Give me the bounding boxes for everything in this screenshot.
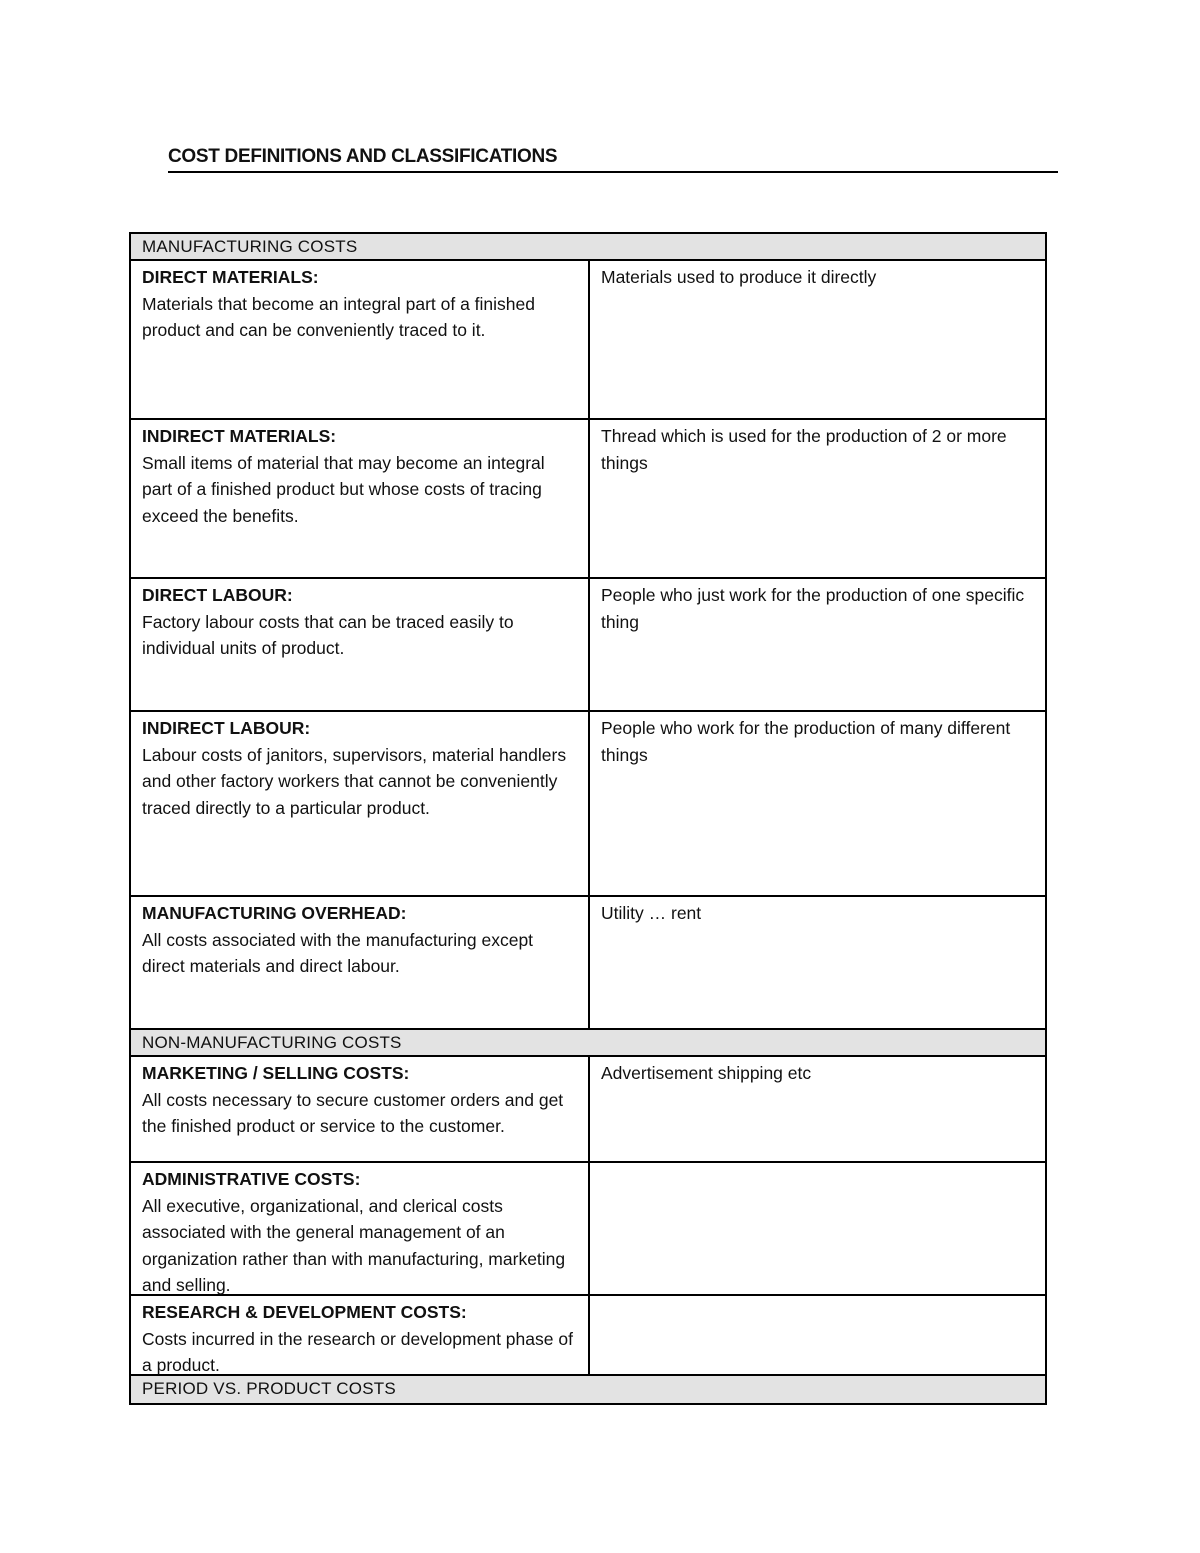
table-row-administrative bbox=[131, 1163, 1045, 1296]
cost-classification-table bbox=[129, 232, 1047, 1405]
example-cell[interactable]: Advertisement shipping etc bbox=[601, 1063, 812, 1083]
table-row-indirect-labour bbox=[131, 712, 1045, 897]
definition-cell bbox=[131, 1163, 590, 1294]
term-definition: All costs associated with the manufacturing except direct materials and direct labour. bbox=[142, 929, 534, 976]
example-cell[interactable] bbox=[590, 1296, 1045, 1374]
page-title: COST DEFINITIONS AND CLASSIFICATIONS bbox=[168, 145, 1058, 173]
term-definition: All costs necessary to secure customer orders and get the finished product or service to the customer. bbox=[142, 1089, 564, 1136]
example-cell[interactable]: Utility … rent bbox=[601, 903, 702, 923]
table-row-manufacturing-overhead bbox=[131, 897, 1045, 1030]
term-label: INDIRECT MATERIALS: bbox=[142, 426, 337, 446]
table-row-direct-labour bbox=[131, 579, 1045, 712]
definition-cell bbox=[131, 261, 590, 418]
term-label: DIRECT MATERIALS: bbox=[142, 267, 319, 287]
table-row-indirect-materials bbox=[131, 420, 1045, 579]
term-definition: Materials that become an integral part of a finished product and can be conveniently traced to it. bbox=[142, 293, 535, 340]
section-header-manufacturing: MANUFACTURING COSTS bbox=[131, 234, 1045, 261]
table-row-research-development bbox=[131, 1296, 1045, 1376]
definition-cell bbox=[131, 1057, 590, 1161]
example-cell[interactable]: Materials used to produce it directly bbox=[601, 267, 877, 287]
term-definition: Small items of material that may become an integral part of a finished product but whose costs of tracing exceed the benefits. bbox=[142, 452, 545, 526]
definition-cell bbox=[131, 897, 590, 1028]
definition-cell bbox=[131, 579, 590, 710]
definition-cell bbox=[131, 1296, 590, 1374]
term-label: MARKETING / SELLING COSTS: bbox=[142, 1063, 410, 1083]
term-definition: Labour costs of janitors, supervisors, material handlers and other factory workers that cannot be conveniently traced directly to a particular product. bbox=[142, 744, 567, 818]
example-cell[interactable] bbox=[590, 1163, 1045, 1294]
table-row-direct-materials bbox=[131, 261, 1045, 420]
section-header-non-manufacturing: NON-MANUFACTURING COSTS bbox=[131, 1030, 1045, 1057]
example-cell[interactable]: People who just work for the production of one specific thing bbox=[601, 585, 1025, 632]
term-label: RESEARCH & DEVELOPMENT COSTS: bbox=[142, 1302, 467, 1322]
definition-cell bbox=[131, 712, 590, 895]
definition-cell bbox=[131, 420, 590, 577]
term-definition: Costs incurred in the research or development phase of a product. bbox=[142, 1328, 573, 1375]
example-cell[interactable]: People who work for the production of many different things bbox=[601, 718, 1011, 765]
section-header-period-product: PERIOD VS. PRODUCT COSTS bbox=[131, 1376, 1045, 1403]
term-label: MANUFACTURING OVERHEAD: bbox=[142, 903, 407, 923]
example-cell[interactable]: Thread which is used for the production of 2 or more things bbox=[601, 426, 1007, 473]
term-label: INDIRECT LABOUR: bbox=[142, 718, 311, 738]
term-label: DIRECT LABOUR: bbox=[142, 585, 293, 605]
term-definition: Factory labour costs that can be traced easily to individual units of product. bbox=[142, 611, 514, 658]
term-definition: All executive, organizational, and clerical costs associated with the general management of an organization rather than with manufacturing, marketing and selling. bbox=[142, 1195, 566, 1295]
term-label: ADMINISTRATIVE COSTS: bbox=[142, 1169, 361, 1189]
table-row-marketing-selling bbox=[131, 1057, 1045, 1163]
